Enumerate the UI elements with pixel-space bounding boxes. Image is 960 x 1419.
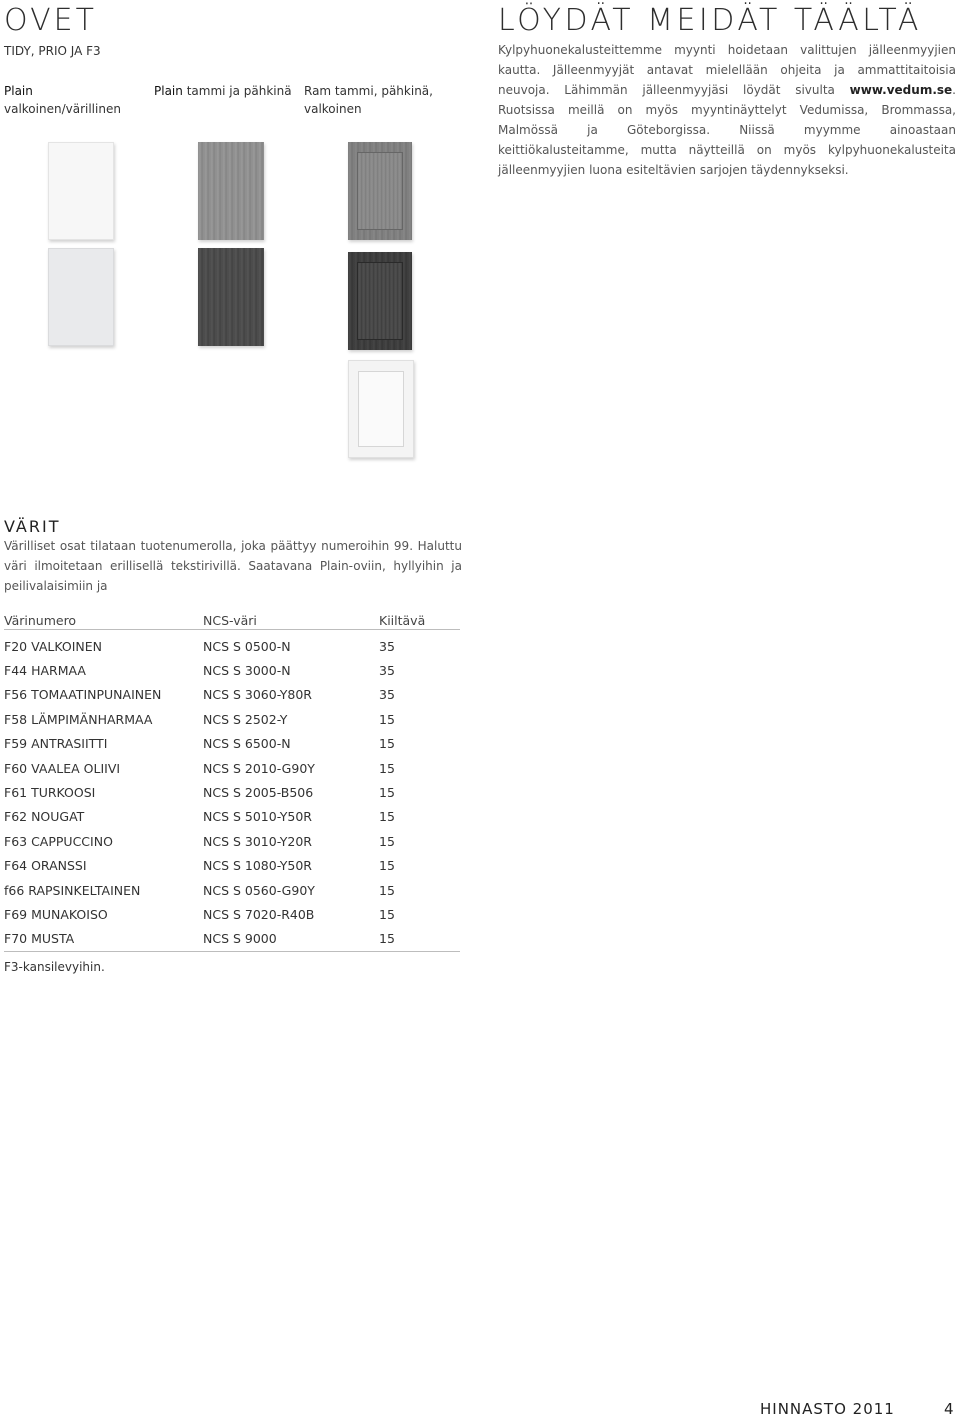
cell-gloss: 35 — [379, 687, 395, 703]
cell-ncs: NCS S 3010-Y20R — [203, 833, 312, 849]
table-row — [4, 854, 460, 878]
door-plain-light-grey — [48, 248, 114, 346]
cell-color: f66 RAPSINKELTAINEN — [4, 882, 141, 898]
footer-label: HINNASTO 2011 — [760, 1400, 895, 1418]
colors-footnote: F3-kansilevyihin. — [4, 960, 105, 974]
caption-plain-white — [4, 82, 150, 118]
cell-gloss: 15 — [379, 736, 395, 752]
table-row — [4, 707, 460, 731]
section-title-colors: VÄRIT — [4, 517, 61, 536]
cell-ncs: NCS S 7020-R40B — [203, 906, 315, 922]
cell-ncs: NCS S 2005-B506 — [203, 785, 314, 801]
cell-gloss: 15 — [379, 711, 395, 727]
doors-subtitle: TIDY, PRIO JA F3 — [4, 44, 101, 58]
table-row — [4, 780, 460, 804]
table-row — [4, 878, 460, 902]
cell-color: F56 TOMAATINPUNAINEN — [4, 687, 162, 703]
caption-rest: Ram tammi, pähkinä, valkoinen — [304, 84, 433, 116]
cell-ncs: NCS S 1080-Y50R — [203, 858, 312, 874]
table-row — [4, 927, 460, 952]
door-plain-walnut — [198, 248, 264, 346]
cell-color: F58 LÄMPIMÄNHARMAA — [4, 711, 153, 727]
cell-color: F62 NOUGAT — [4, 809, 85, 825]
cell-gloss: 15 — [379, 809, 395, 825]
cell-color: F70 MUSTA — [4, 927, 203, 952]
cell-ncs: NCS S 3060-Y80R — [203, 687, 312, 703]
cell-color: F60 VAALEA OLIIVI — [4, 760, 121, 776]
door-ram-walnut — [348, 252, 412, 350]
cell-color: F64 ORANSSI — [4, 858, 87, 874]
cell-color: F59 ANTRASIITTI — [4, 736, 108, 752]
caption-rest: tammi ja pähkinä — [182, 84, 292, 98]
cell-ncs: NCS S 3000-N — [203, 663, 291, 679]
cell-ncs: NCS S 6500-N — [203, 736, 291, 752]
colors-table — [4, 611, 460, 952]
colors-intro: Värilliset osat tilataan tuotenumerolla, joka päättyy numeroihin 99. Haluttu väri ilmoitetaan erillisellä tekstirivillä. Saatavana Plain-oviin, hyllyihin ja peilivalaisimiin ja — [4, 539, 462, 593]
table-row — [4, 683, 460, 707]
col-header-color-number: Värinumero — [4, 611, 203, 630]
door-ram-white — [348, 360, 414, 458]
cell-ncs: NCS S 0500-N — [203, 638, 291, 654]
cell-color: F61 TURKOOSI — [4, 785, 96, 801]
cell-color: F63 CAPPUCCINO — [4, 833, 113, 849]
cell-gloss: 15 — [379, 882, 395, 898]
cell-color: F44 HARMAA — [4, 663, 86, 679]
table-row — [4, 902, 460, 926]
table-row — [4, 658, 460, 682]
section-title-doors: OVET — [4, 3, 97, 38]
cell-gloss: 15 — [379, 760, 395, 776]
find-us-paragraph — [498, 40, 956, 180]
caption-lead: Plain — [154, 84, 183, 98]
cell-color: F69 MUNAKOISO — [4, 906, 108, 922]
cell-ncs: NCS S 9000 — [203, 927, 379, 952]
table-row — [4, 732, 460, 756]
find-us-text-1: Kylpyhuonekalusteittemme myynti hoidetaan valittujen jälleenmyyjien kautta. Jälleenmyyjät antavat mielellään ohjeita ja ammattitaitoisia neuvoja. Lähimmän jälleenmyyjäsi löydät sivulta — [498, 43, 956, 97]
table-header-row — [4, 611, 460, 630]
website-link[interactable]: www.vedum.se — [849, 83, 953, 97]
door-panel — [357, 262, 403, 340]
cell-gloss: 15 — [379, 906, 395, 922]
caption-rest: valkoinen/värillinen — [4, 102, 121, 116]
table-row — [4, 756, 460, 780]
cell-ncs: NCS S 2502-Y — [203, 711, 288, 727]
cell-ncs: NCS S 0560-G90Y — [203, 882, 315, 898]
cell-ncs: NCS S 2010-G90Y — [203, 760, 315, 776]
cell-gloss: 35 — [379, 663, 395, 679]
door-plain-oak — [198, 142, 264, 240]
door-panel — [358, 371, 404, 447]
door-plain-white — [48, 142, 114, 240]
cell-color: F20 VALKOINEN — [4, 638, 102, 654]
table-row — [4, 829, 460, 853]
col-header-ncs: NCS-väri — [203, 611, 379, 630]
cell-gloss: 15 — [379, 858, 395, 874]
caption-ram — [304, 82, 444, 118]
section-title-find-us: LÖYDÄT MEIDÄT TÄÄLTÄ — [498, 3, 922, 38]
col-header-gloss: Kiiltävä — [379, 611, 460, 630]
caption-plain-wood — [154, 82, 294, 100]
table-row — [4, 805, 460, 829]
cell-gloss: 15 — [379, 927, 460, 952]
cell-ncs: NCS S 5010-Y50R — [203, 809, 312, 825]
door-ram-oak — [348, 142, 412, 240]
page-number: 4 — [944, 1400, 955, 1418]
cell-gloss: 15 — [379, 833, 395, 849]
door-panel — [357, 152, 403, 230]
cell-gloss: 15 — [379, 785, 395, 801]
find-us-text-2: . Ruotsissa meillä on myös myyntinäyttelyt Vedumissa, Brommassa, Malmössä ja Göteborgissa. Niissä myymme ainoastaan keittiökalusteitamme, mutta näytteillä on myös kylpyhuonekalusteita jälleenmyyjien luona esiteltävien sarjojen täydennykseksi. — [498, 83, 956, 177]
caption-lead: Plain — [4, 84, 33, 98]
cell-gloss: 35 — [379, 638, 395, 654]
table-row — [4, 630, 460, 659]
